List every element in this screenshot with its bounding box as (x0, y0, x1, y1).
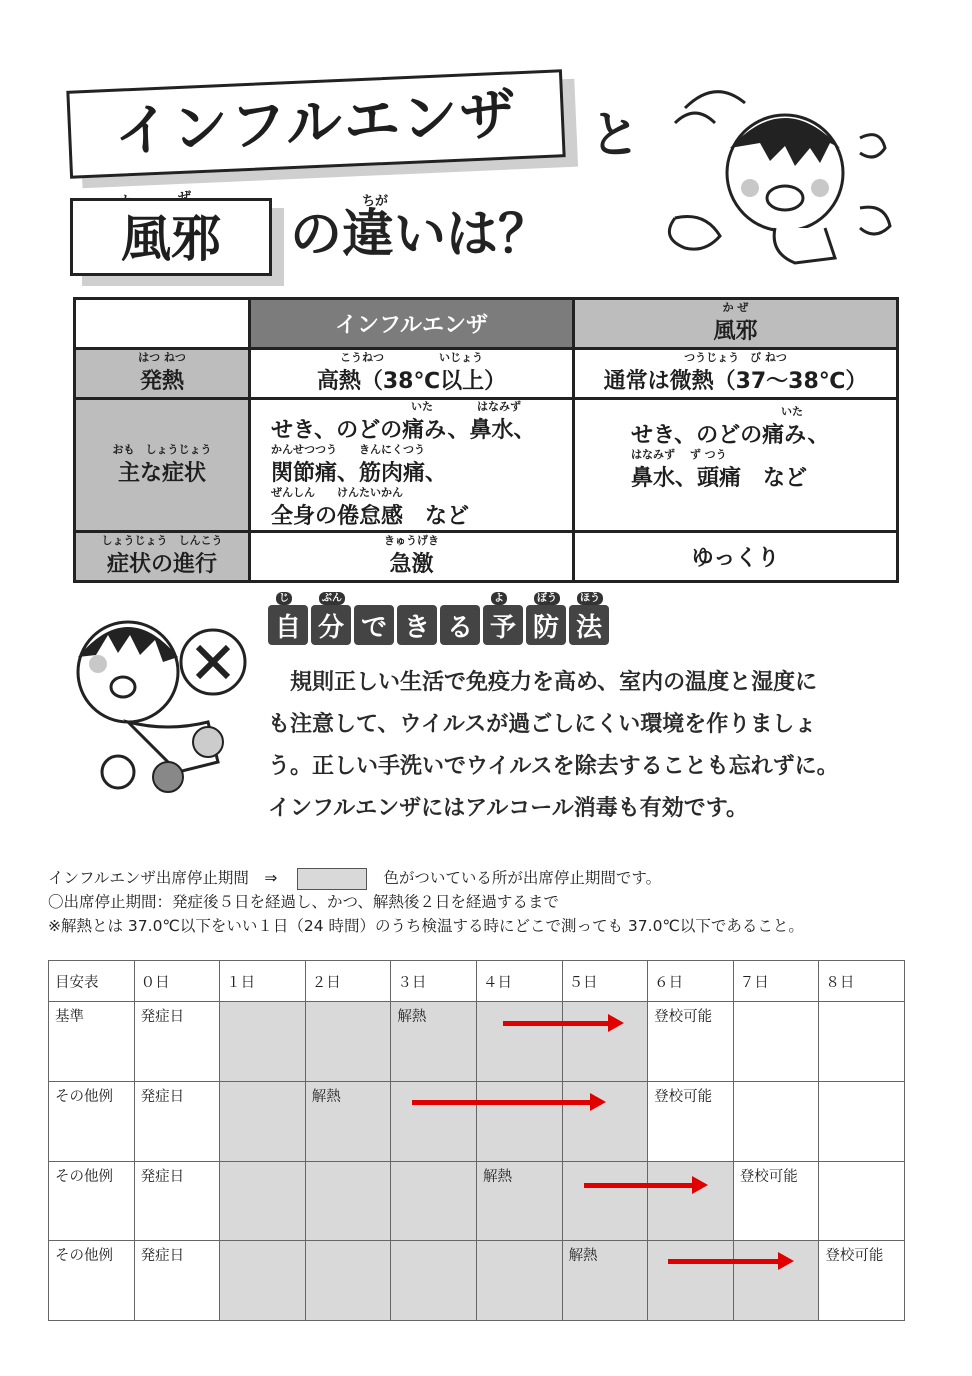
day-cell (476, 1241, 562, 1321)
row-label: その他例 (49, 1161, 135, 1241)
day-cell: 解熱 (562, 1241, 648, 1321)
self-prevention-heading (268, 593, 609, 645)
red-arrow (503, 1021, 610, 1026)
legend-swatch (297, 868, 367, 890)
day-cell: 登校可能 (733, 1161, 819, 1241)
day-cell (562, 1002, 648, 1082)
heading-char: ほう 法 (569, 605, 609, 645)
legend-line: インフルエンザ出席停止期間 ⇒ 色がついている所が出席停止期間です。 (48, 866, 804, 890)
table-row (49, 1081, 905, 1161)
notes (48, 866, 804, 938)
sched-header: 目安表 (49, 961, 135, 1002)
day-cell (305, 1161, 391, 1241)
row-label: その他例 (49, 1081, 135, 1161)
day-cell (648, 1241, 734, 1321)
day-cell (305, 1002, 391, 1082)
day-cell: 発症日 (134, 1081, 220, 1161)
boy-refusing-virus-illustration (68, 602, 258, 807)
day-cell (819, 1002, 905, 1082)
row-head-symptoms: おも しょうじょう 主な症状 (75, 399, 250, 532)
day-cell: 発症日 (134, 1241, 220, 1321)
title-rest-text: の違いは？ (290, 205, 551, 265)
day-cell: 登校可能 (648, 1081, 734, 1161)
heading-char: ぶん 分 (311, 605, 351, 645)
header-influenza: インフルエンザ (250, 299, 574, 349)
day-cell: 登校可能 (819, 1241, 905, 1321)
row-head-progress: しょうじょう しんこう 症状の進行 (75, 532, 250, 582)
table-row (49, 1002, 905, 1082)
heading-char: る (440, 605, 480, 645)
title-influenza: インフルエンザ (66, 69, 565, 179)
heading-char: で (354, 605, 394, 645)
day-cell (476, 1002, 562, 1082)
prevention-line: う。正しい手洗いでウイルスを除去することも忘れずに。 (268, 754, 839, 779)
day-cell (476, 1081, 562, 1161)
title-rest (290, 192, 550, 267)
table-row (49, 1241, 905, 1321)
cell-fever-kaze: つうじょう び ねつ 通常は微熱（37～38℃） (574, 349, 898, 399)
day-cell: 発症日 (134, 1002, 220, 1082)
cell-symptoms-influenza: いた はなみず せき、のどの痛み、鼻水、 かんせつつう きんにくつう 関節痛、筋肉痛、 ぜんしん けんたいかん 全身の倦怠感 など (250, 399, 574, 532)
sched-header: ５日 (562, 961, 648, 1002)
title-kaze: 風邪 (70, 198, 272, 276)
sched-header: ０日 (134, 961, 220, 1002)
red-arrow (584, 1183, 694, 1188)
day-cell (819, 1161, 905, 1241)
sched-header: ６日 (648, 961, 734, 1002)
day-cell (733, 1241, 819, 1321)
table-corner (75, 299, 250, 349)
sched-header: １日 (220, 961, 306, 1002)
row-label: その他例 (49, 1241, 135, 1321)
day-cell (220, 1081, 306, 1161)
day-cell: 解熱 (391, 1002, 477, 1082)
heading-char: き (397, 605, 437, 645)
red-arrow (412, 1100, 592, 1105)
day-cell (220, 1241, 306, 1321)
prevention-line: インフルエンザにはアルコール消毒も有効です。 (268, 796, 749, 821)
prevention-paragraph (268, 662, 928, 830)
title-rest-ruby: ちが (362, 194, 389, 209)
day-cell (648, 1161, 734, 1241)
sched-header: ２日 (305, 961, 391, 1002)
day-cell (391, 1161, 477, 1241)
day-cell: 解熱 (305, 1081, 391, 1161)
day-cell (733, 1081, 819, 1161)
day-cell: 登校可能 (648, 1002, 734, 1082)
day-cell (391, 1081, 477, 1161)
heading-char: じ 自 (268, 605, 308, 645)
day-cell (305, 1241, 391, 1321)
heading-char: ぼう 防 (526, 605, 566, 645)
red-arrow (668, 1259, 780, 1264)
header-kaze: か ぜ 風邪 (574, 299, 898, 349)
schedule-table (48, 960, 905, 1321)
rule-line: 〇出席停止期間：発症後５日を経過し、かつ、解熱後２日を経過するまで (48, 893, 559, 911)
cell-fever-influenza: こうねつ いじょう 高熱（38℃以上） (250, 349, 574, 399)
sched-header: ３日 (391, 961, 477, 1002)
cell-symptoms-kaze: いた せき、のどの痛み、 はなみず ず つう 鼻水、頭痛 など (574, 399, 898, 532)
cell-progress-influenza: きゅうげき 急激 (250, 532, 574, 582)
day-cell: 発症日 (134, 1161, 220, 1241)
day-cell (220, 1161, 306, 1241)
heading-char: よ 予 (483, 605, 523, 645)
prevention-line: 規則正しい生活で免疫力を高め、室内の温度と湿度に (268, 670, 818, 695)
prevention-line: も注意して、ウイルスが過ごしにくい環境を作りましょ (268, 712, 817, 737)
title-to: と (590, 106, 640, 164)
row-head-fever: はつ ねつ 発熱 (75, 349, 250, 399)
day-cell (733, 1002, 819, 1082)
sched-header: ４日 (476, 961, 562, 1002)
day-cell: 解熱 (476, 1161, 562, 1241)
row-label: 基準 (49, 1002, 135, 1082)
cell-progress-kaze: ゆっくり (574, 532, 898, 582)
day-cell (220, 1002, 306, 1082)
sched-header: ８日 (819, 961, 905, 1002)
definition-line: ※解熱とは 37.0℃以下をいい１日（24 時間）のうち検温する時にどこで測っても 37.0℃以下であること。 (48, 917, 804, 935)
comparison-table (73, 297, 899, 583)
sick-boy-illustration (655, 78, 895, 268)
day-cell (391, 1241, 477, 1321)
day-cell (819, 1081, 905, 1161)
table-row (49, 1161, 905, 1241)
sched-header: ７日 (733, 961, 819, 1002)
day-cell (562, 1161, 648, 1241)
